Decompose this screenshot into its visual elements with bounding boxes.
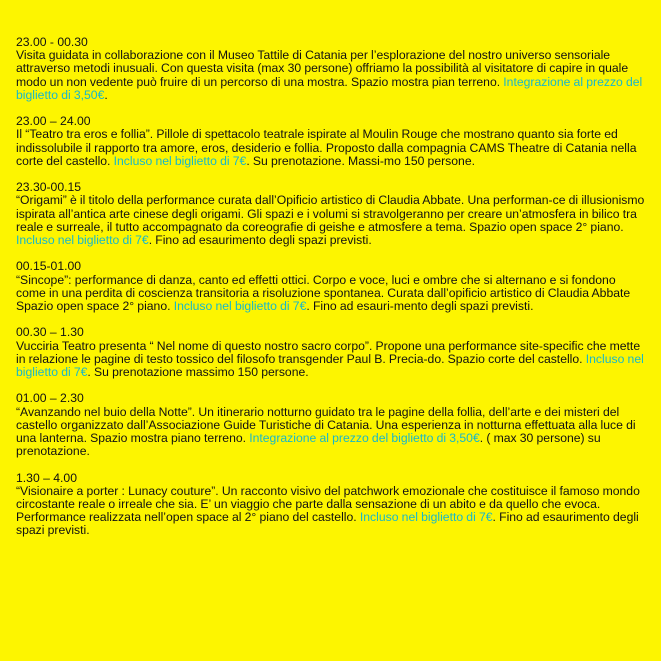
event-description-block — [16, 194, 647, 247]
ticket-price-note: Incluso nel biglietto di 7€ — [173, 299, 307, 314]
event-description-block — [16, 406, 647, 459]
ticket-price-note: Integrazione al prezzo del biglietto di 3,50€ — [16, 74, 643, 102]
event-description-block — [16, 128, 647, 168]
event-entry-3 — [16, 181, 647, 247]
event-description-block — [16, 485, 647, 538]
event-description-block — [16, 274, 647, 314]
event-entry-5 — [16, 326, 647, 379]
event-time: 00.15-01.00 — [16, 259, 82, 274]
ticket-price-note: Incluso nel biglietto di 7€ — [16, 233, 149, 248]
event-time: 00.30 – 1.30 — [16, 325, 84, 340]
event-time: 01.00 – 2.30 — [16, 391, 84, 406]
event-time: 23.30-00.15 — [16, 180, 82, 195]
event-extra-info: . Fino ad esauri-mento degli spazi previsti. — [306, 299, 534, 314]
event-entry-2 — [16, 115, 647, 168]
event-description: Vucciria Teatro presenta “ Nel nome di questo nostro sacro corpo”. Propone una performance site-specific che mette in relazione le pagine di testo tossico del filosofo transgender Paul B. Precia-do. Spazio corte del castello. — [16, 338, 641, 366]
event-entry-1 — [16, 36, 647, 102]
event-time: 23.00 – 24.00 — [16, 114, 91, 129]
ticket-price-note: Incluso nel biglietto di 7€ — [113, 153, 247, 168]
event-extra-info: . — [104, 87, 108, 102]
event-extra-info: . Fino ad esaurimento degli spazi previsti. — [16, 510, 639, 538]
event-description: “Avanzando nel buio della Notte”. Un itinerario notturno guidato tra le pagine della follia, dell’arte e dei misteri del castello organizzato dall’Associazione Guide Turistiche di Catania. Una esperienza in notturna effettuata alla luce di una lanterna. Spazio mostra piano terreno. — [16, 404, 636, 446]
event-time: 23.00 - 00.30 — [16, 35, 88, 49]
event-description: “Sincope”: performance di danza, canto ed effetti ottici. Corpo e voce, luci e ombre che si alternano e si fondono come in una perdita di coscienza transitoria a risoluzione spontanea. Curata dall’opificio artistico di Claudia Abbate Spazio open space 2° piano. — [16, 272, 631, 314]
event-description: “Visionaire a porter : Lunacy couture”. Un racconto visivo del patchwork emozionale che costituisce il famoso mondo circostante reale o irreale che sia. E’ un viaggio che parte dalla sensazione di un abito e da quello che evoca. Performance realizzata nell’open space al 2° piano del castello. — [16, 483, 640, 525]
event-description: Il “Teatro tra eros e follia”. Pillole di spettacolo teatrale ispirate al Moulin Rouge che mostrano quanto sia forte ed indissolubile il rapporto tra amore, eros, desiderio e follia. Proposto dalla compagnia CAMS Theatre di Catania nella corte del castello. — [16, 127, 637, 168]
event-extra-info: . ( max 30 persone) su prenotazione. — [16, 431, 601, 459]
ticket-price-note: Integrazione al prezzo del biglietto di 3,50€ — [249, 431, 480, 446]
event-time: 1.30 – 4.00 — [16, 470, 77, 485]
event-extra-info: . Fino ad esaurimento degli spazi previsti. — [148, 233, 372, 248]
event-entry-7 — [16, 472, 647, 538]
event-description-block — [16, 49, 647, 102]
event-extra-info: . Su prenotazione. Massi-mo 150 persone. — [246, 153, 475, 168]
event-description: Visita guidata in collaborazione con il Museo Tattile di Catania per l’esplorazione del nostro universo sensoriale attraverso metodi inusuali. Con questa visita (max 30 persone) offriamo la possibilità al visitatore di capire in quale modo un non vedente può fruire di un percorso di una mostra. Spazio mostra pian terreno. — [16, 48, 629, 89]
ticket-price-note: Incluso nel biglietto di 7€ — [16, 351, 644, 380]
event-description-block — [16, 340, 647, 380]
event-entry-6 — [16, 392, 647, 458]
ticket-price-note: Incluso nel biglietto di 7€ — [359, 510, 493, 525]
event-extra-info: . Su prenotazione massimo 150 persone. — [87, 365, 309, 380]
event-description: “Origami” è il titolo della performance curata dall’Opificio artistico di Claudia Abbate. Una performan-ce di illusionismo ispirata all’antica arte cinese degli origami. Gli spazi e i volumi si stravolgeranno per creare un’atmosfera in bilico tra reale e surreale, il tutto accompagnato da coreografie di geishe e atmosfere a tema. Spazio open space 2° piano. — [16, 193, 645, 234]
event-entry-4 — [16, 260, 647, 313]
